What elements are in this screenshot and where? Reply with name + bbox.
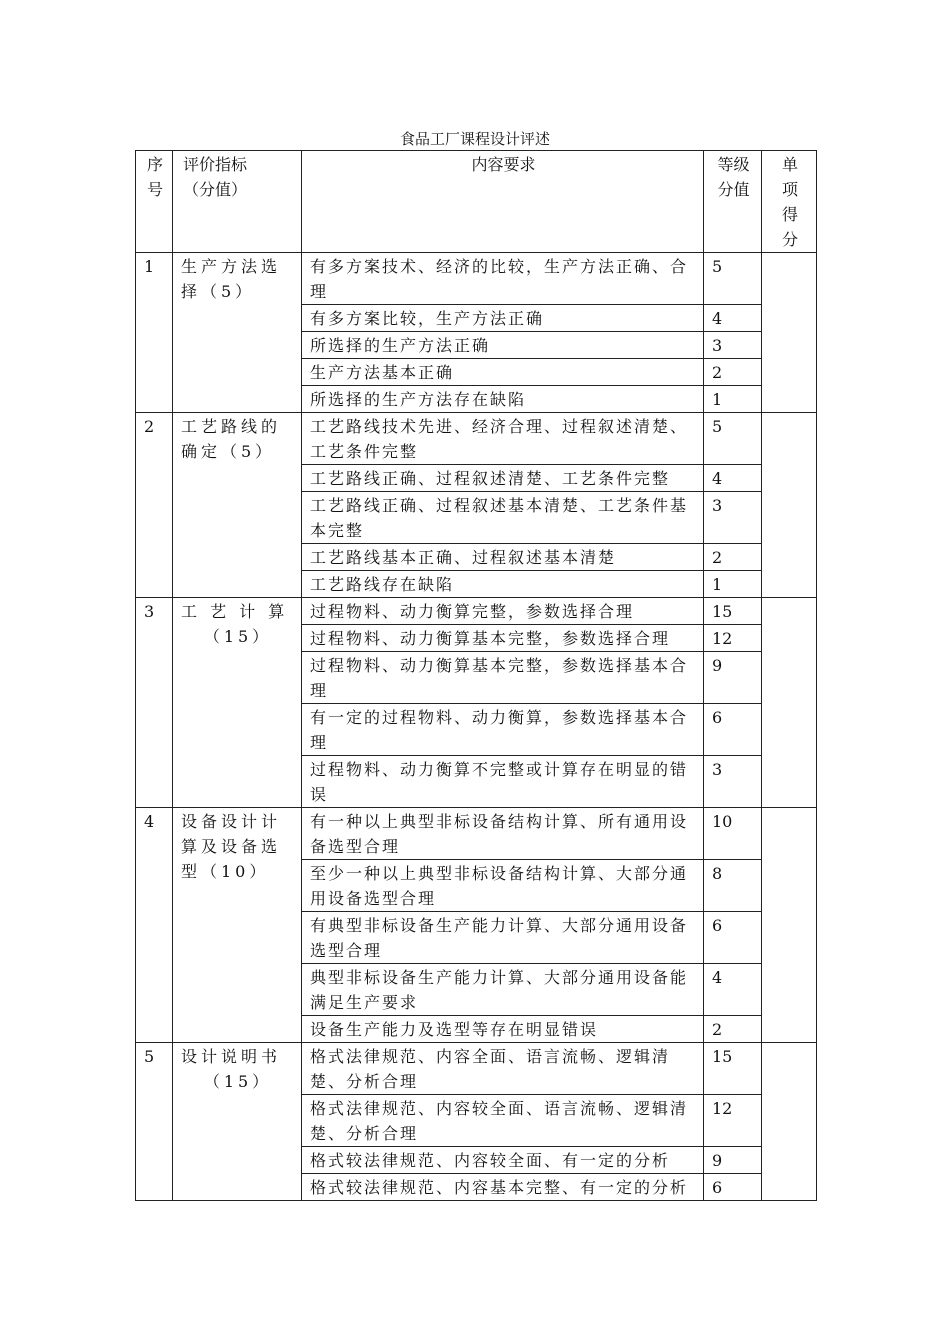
- content-requirement: 工艺路线存在缺陷: [302, 571, 704, 598]
- section-number: 3: [136, 598, 173, 808]
- level-score: 12: [704, 1095, 762, 1147]
- content-requirement: 所选择的生产方法正确: [302, 332, 704, 359]
- level-score: 3: [704, 492, 762, 544]
- header-level: 等级 分值: [704, 151, 762, 253]
- level-score: 12: [704, 625, 762, 652]
- section-indicator: 工艺路线的 确定（5）: [173, 413, 302, 598]
- table-row: [136, 1043, 817, 1095]
- level-score: 6: [704, 912, 762, 964]
- content-requirement: 典型非标设备生产能力计算、大部分通用设备能满足生产要求: [302, 964, 704, 1016]
- content-requirement: 有典型非标设备生产能力计算、大部分通用设备选型合理: [302, 912, 704, 964]
- header-indicator: 评价指标 （分值）: [173, 151, 302, 253]
- section-number: 2: [136, 413, 173, 598]
- item-score-cell[interactable]: [762, 808, 817, 1043]
- section-number: 1: [136, 253, 173, 413]
- level-score: 1: [704, 386, 762, 413]
- item-score-cell[interactable]: [762, 1043, 817, 1201]
- header-row: [136, 151, 817, 253]
- content-requirement: 工艺路线基本正确、过程叙述基本清楚: [302, 544, 704, 571]
- level-score: 2: [704, 1016, 762, 1043]
- section-indicator: 设备设计计 算及设备选 型（10）: [173, 808, 302, 1043]
- content-requirement: 有一种以上典型非标设备结构计算、所有通用设备选型合理: [302, 808, 704, 860]
- item-score-cell[interactable]: [762, 253, 817, 413]
- content-requirement: 有一定的过程物料、动力衡算，参数选择基本合理: [302, 704, 704, 756]
- table-row: [136, 808, 817, 860]
- content-requirement: 格式较法律规范、内容基本完整、有一定的分析: [302, 1174, 704, 1201]
- content-requirement: 生产方法基本正确: [302, 359, 704, 386]
- content-requirement: 过程物料、动力衡算基本完整，参数选择基本合理: [302, 652, 704, 704]
- content-requirement: 过程物料、动力衡算完整，参数选择合理: [302, 598, 704, 625]
- level-score: 4: [704, 964, 762, 1016]
- level-score: 9: [704, 1147, 762, 1174]
- section-number: 5: [136, 1043, 173, 1201]
- header-no: 序 号: [136, 151, 173, 253]
- section-indicator: 设计说明书 （15）: [173, 1043, 302, 1201]
- content-requirement: 过程物料、动力衡算不完整或计算存在明显的错误: [302, 756, 704, 808]
- level-score: 15: [704, 598, 762, 625]
- level-score: 2: [704, 359, 762, 386]
- content-requirement: 有多方案技术、经济的比较，生产方法正确、合理: [302, 253, 704, 305]
- level-score: 5: [704, 413, 762, 465]
- level-score: 4: [704, 465, 762, 492]
- level-score: 5: [704, 253, 762, 305]
- content-requirement: 至少一种以上典型非标设备结构计算、大部分通用设备选型合理: [302, 860, 704, 912]
- table-row: [136, 413, 817, 465]
- content-requirement: 所选择的生产方法存在缺陷: [302, 386, 704, 413]
- table-body: [136, 253, 817, 1201]
- level-score: 15: [704, 1043, 762, 1095]
- content-requirement: 有多方案比较，生产方法正确: [302, 305, 704, 332]
- item-score-cell[interactable]: [762, 598, 817, 808]
- level-score: 10: [704, 808, 762, 860]
- level-score: 8: [704, 860, 762, 912]
- content-requirement: 工艺路线技术先进、经济合理、过程叙述清楚、工艺条件完整: [302, 413, 704, 465]
- content-requirement: 格式较法律规范、内容较全面、有一定的分析: [302, 1147, 704, 1174]
- content-requirement: 格式法律规范、内容较全面、语言流畅、逻辑清楚、分析合理: [302, 1095, 704, 1147]
- content-requirement: 格式法律规范、内容全面、语言流畅、逻辑清楚、分析合理: [302, 1043, 704, 1095]
- level-score: 3: [704, 756, 762, 808]
- item-score-cell[interactable]: [762, 413, 817, 598]
- content-requirement: 工艺路线正确、过程叙述基本清楚、工艺条件基本完整: [302, 492, 704, 544]
- level-score: 6: [704, 1174, 762, 1201]
- level-score: 1: [704, 571, 762, 598]
- level-score: 6: [704, 704, 762, 756]
- content-requirement: 设备生产能力及选型等存在明显错误: [302, 1016, 704, 1043]
- evaluation-table: [135, 150, 817, 1201]
- level-score: 3: [704, 332, 762, 359]
- table-row: [136, 253, 817, 305]
- section-indicator: 工 艺 计 算 （15）: [173, 598, 302, 808]
- header-content: 内容要求: [302, 151, 704, 253]
- section-number: 4: [136, 808, 173, 1043]
- document-title: 食品工厂课程设计评述: [399, 130, 550, 148]
- content-requirement: 工艺路线正确、过程叙述清楚、工艺条件完整: [302, 465, 704, 492]
- table-row: [136, 598, 817, 625]
- level-score: 2: [704, 544, 762, 571]
- section-indicator: 生产方法选 择（5）: [173, 253, 302, 413]
- content-requirement: 过程物料、动力衡算基本完整，参数选择合理: [302, 625, 704, 652]
- level-score: 9: [704, 652, 762, 704]
- level-score: 4: [704, 305, 762, 332]
- header-item-score: 单 项 得 分: [762, 151, 817, 253]
